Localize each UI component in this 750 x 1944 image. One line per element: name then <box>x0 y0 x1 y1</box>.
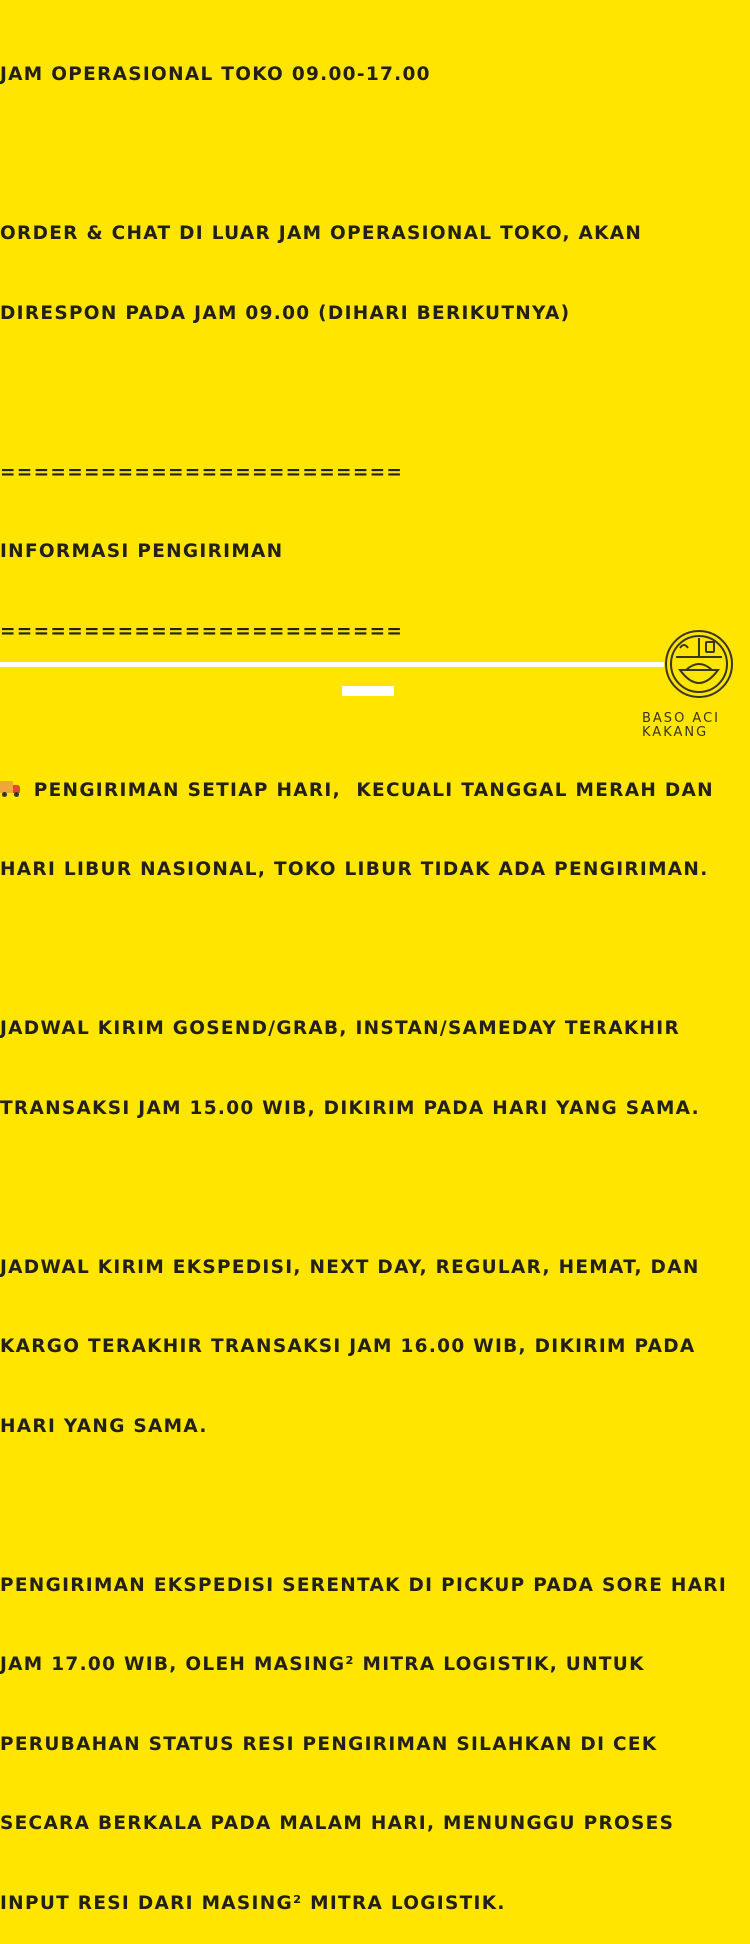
shipping-p4-line-5: INPUT RESI DARI MASING² MITRA LOGISTIK. <box>0 1892 506 1914</box>
shipping-p2-line-2: TRANSAKSI JAM 15.00 WIB, DIKIRIM PADA HARI YANG SAMA. <box>0 1097 700 1119</box>
shipping-p4-line-4: SECARA BERKALA PADA MALAM HARI, MENUNGGU PROSES <box>0 1813 675 1834</box>
shipping-p2-line-1: JADWAL KIRIM GOSEND/GRAB, INSTAN/SAMEDAY TERAKHIR <box>0 1018 680 1039</box>
separator-top: ======================== <box>0 461 404 483</box>
info-text-block <box>0 9 736 1944</box>
shipping-heading: INFORMASI PENGIRIMAN <box>0 541 284 562</box>
divider-line <box>0 662 664 667</box>
shipping-p1-line-2: HARI LIBUR NASIONAL, TOKO LIBUR TIDAK ADA PENGIRIMAN. <box>0 859 709 880</box>
divider-small-bar <box>342 686 394 696</box>
hours-note-line-2: DIRESPON PADA JAM 09.00 (DIHARI BERIKUTNYA) <box>0 302 571 324</box>
hours-title: JAM OPERASIONAL TOKO 09.00-17.00 <box>0 64 431 85</box>
shipping-p4-line-2: JAM 17.00 WIB, OLEH MASING² MITRA LOGISTIK, UNTUK <box>0 1654 645 1675</box>
shipping-p3-line-1: JADWAL KIRIM EKSPEDISI, NEXT DAY, REGULAR, HEMAT, DAN <box>0 1256 700 1278</box>
shipping-p3-line-2: KARGO TERAKHIR TRANSAKSI JAM 16.00 WIB, DIKIRIM PADA <box>0 1336 696 1357</box>
hours-note-line-1: ORDER & CHAT DI LUAR JAM OPERASIONAL TOKO, AKAN <box>0 223 643 244</box>
delivery-truck-icon <box>0 781 22 797</box>
shipping-p4-line-3: PERUBAHAN STATUS RESI PENGIRIMAN SILAHKAN DI CEK <box>0 1733 658 1755</box>
shipping-p1-line-1-text: PENGIRIMAN SETIAP HARI, KECUALI TANGGAL MERAH DAN <box>26 779 714 801</box>
brand-name <box>642 712 720 740</box>
shipping-p3-line-3: HARI YANG SAMA. <box>0 1415 208 1437</box>
shipping-p4-line-1: PENGIRIMAN EKSPEDISI SERENTAK DI PICKUP PADA SORE HARI <box>0 1574 728 1596</box>
brand-line-1: BASO ACI <box>642 711 721 726</box>
shipping-p1-line-1 <box>0 778 736 805</box>
separator-bottom: ======================== <box>0 620 404 642</box>
brand-line-2: KAKANG <box>642 725 709 740</box>
